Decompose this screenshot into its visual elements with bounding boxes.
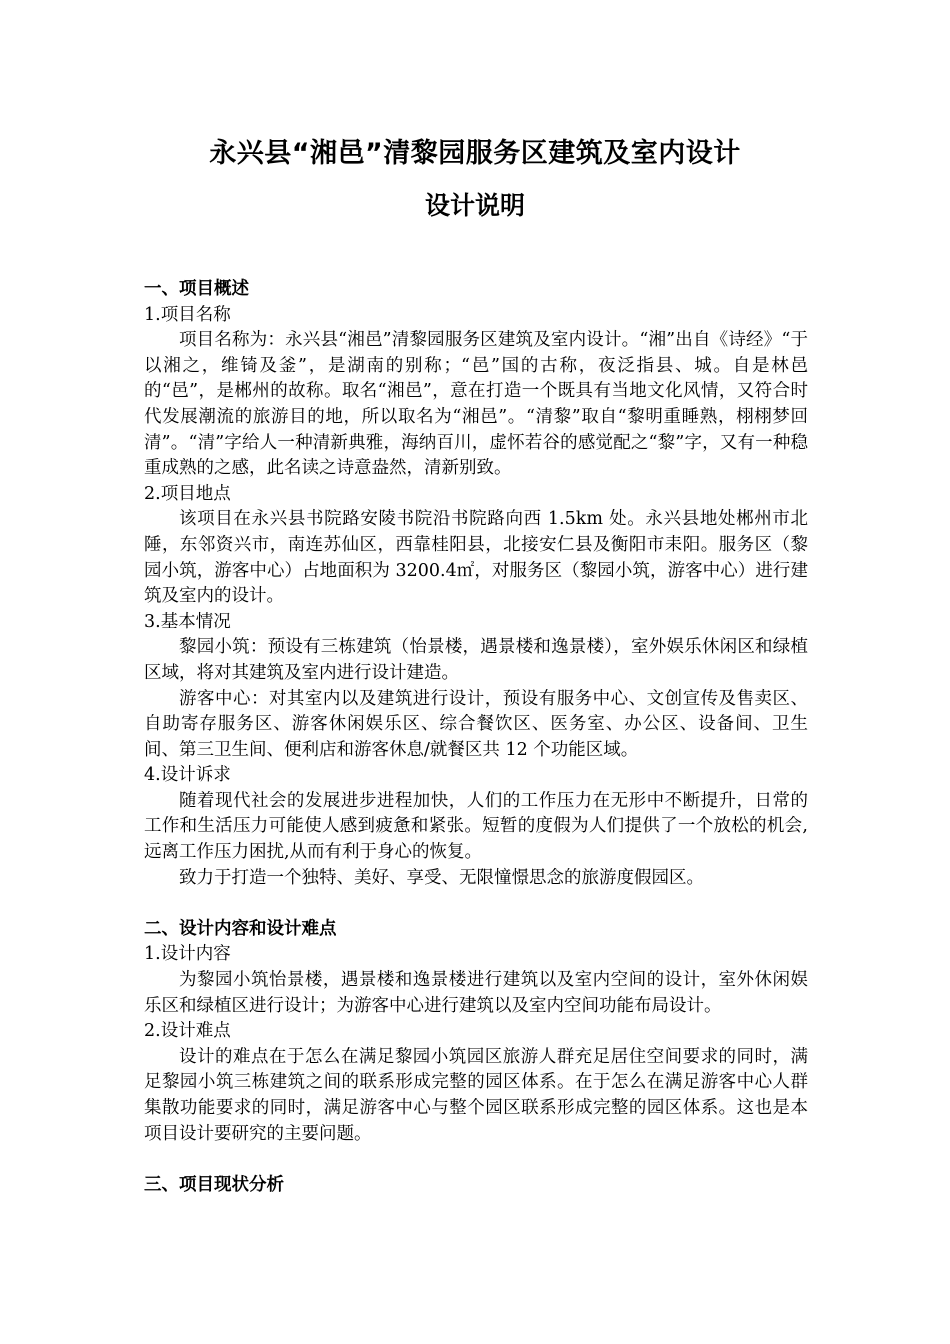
paragraph-basic-info-visitor-center: 游客中心：对其室内以及建筑进行设计，预设有服务中心、文创宣传及售卖区、自助寄存服务区、游客休闲娱乐区、综合餐饮区、医务室、办公区、设备间、卫生间、第三卫生间、便利店和游客休息/就餐区共 12 个功能区域。: [144, 688, 808, 760]
paragraph-design-appeal-2: 致力于打造一个独特、美好、享受、无限憧憬思念的旅游度假园区。: [179, 867, 704, 888]
section-heading-design-content: 二、设计内容和设计难点: [144, 918, 337, 939]
section-spacer: [144, 891, 808, 917]
subsection-heading-design-difficulty: 2.设计难点: [144, 1021, 231, 1042]
section-spacer: [144, 1147, 808, 1173]
paragraph-design-appeal-1: 随着现代社会的发展进步进程加快，人们的工作压力在无形中不断提升，日常的工作和生活压力可能使人感到疲惫和紧张。短暂的度假为人们提供了一个放松的机会,远离工作压力困扰,从而有利于身心的恢复。: [144, 790, 808, 863]
subsection-heading-project-name: 1.项目名称: [144, 304, 231, 325]
paragraph-project-location: 该项目在永兴县书院路安陵书院沿书院路向西 1.5km 处。永兴县地处郴州市北陲，东邻资兴市，南连苏仙区，西靠桂阳县，北接安仁县及衡阳市耒阳。服务区（黎园小筑，游客中心）占地面积为 3200.4㎡，对服务区（黎园小筑，游客中心）进行建筑及室内的设计。: [144, 509, 808, 607]
paragraph-basic-info-liyuan: 黎园小筑：预设有三栋建筑（怡景楼，遇景楼和逸景楼），室外娱乐休闲区和绿植区域，将对其建筑及室内进行设计建造。: [144, 637, 808, 683]
section-heading-status-analysis: 三、项目现状分析: [144, 1174, 284, 1195]
subsection-heading-basic-info: 3.基本情况: [144, 611, 231, 632]
section-heading-overview: 一、项目概述: [144, 279, 249, 299]
document-body: [144, 277, 808, 1198]
title-block: [0, 132, 950, 228]
paragraph-design-content: 为黎园小筑怡景楼，遇景楼和逸景楼进行建筑以及室内空间的设计，室外休闲娱乐区和绿植区进行设计；为游客中心进行建筑以及室内空间功能布局设计。: [144, 970, 808, 1016]
document-title: 永兴县“湘邑”清黎园服务区建筑及室内设计: [209, 138, 741, 169]
subsection-heading-project-location: 2.项目地点: [144, 483, 231, 504]
document-subtitle: 设计说明: [424, 191, 525, 220]
subsection-heading-design-appeal: 4.设计诉求: [144, 765, 231, 786]
subsection-heading-design-content: 1.设计内容: [144, 944, 231, 965]
paragraph-design-difficulty: 设计的难点在于怎么在满足黎园小筑园区旅游人群充足居住空间要求的同时，满足黎园小筑三栋建筑之间的联系形成完整的园区体系。在于怎么在满足游客中心人群集散功能要求的同时，满足游客中心与整个园区联系形成完整的园区体系。这也是本项目设计要研究的主要问题。: [144, 1046, 808, 1144]
paragraph-project-name: 项目名称为：永兴县“湘邑”清黎园服务区建筑及室内设计。“湘”出自《诗经》“于以湘之，维锜及釜”，是湖南的别称；“邑”国的古称，夜泛指县、城。自是林邑的“邑”，是郴州的故称。取名“湘邑”，意在打造一个既具有当地文化风情，又符合时代发展潮流的旅游目的地，所以取名为“湘邑”。“清黎”取自“黎明重睡熟，栩栩梦回清”。“清”字给人一种清新典雅，海纳百川，虚怀若谷的感觉配之“黎”字，又有一种稳重成熟的之感，此名读之诗意盎然，清新别致。: [144, 330, 808, 479]
